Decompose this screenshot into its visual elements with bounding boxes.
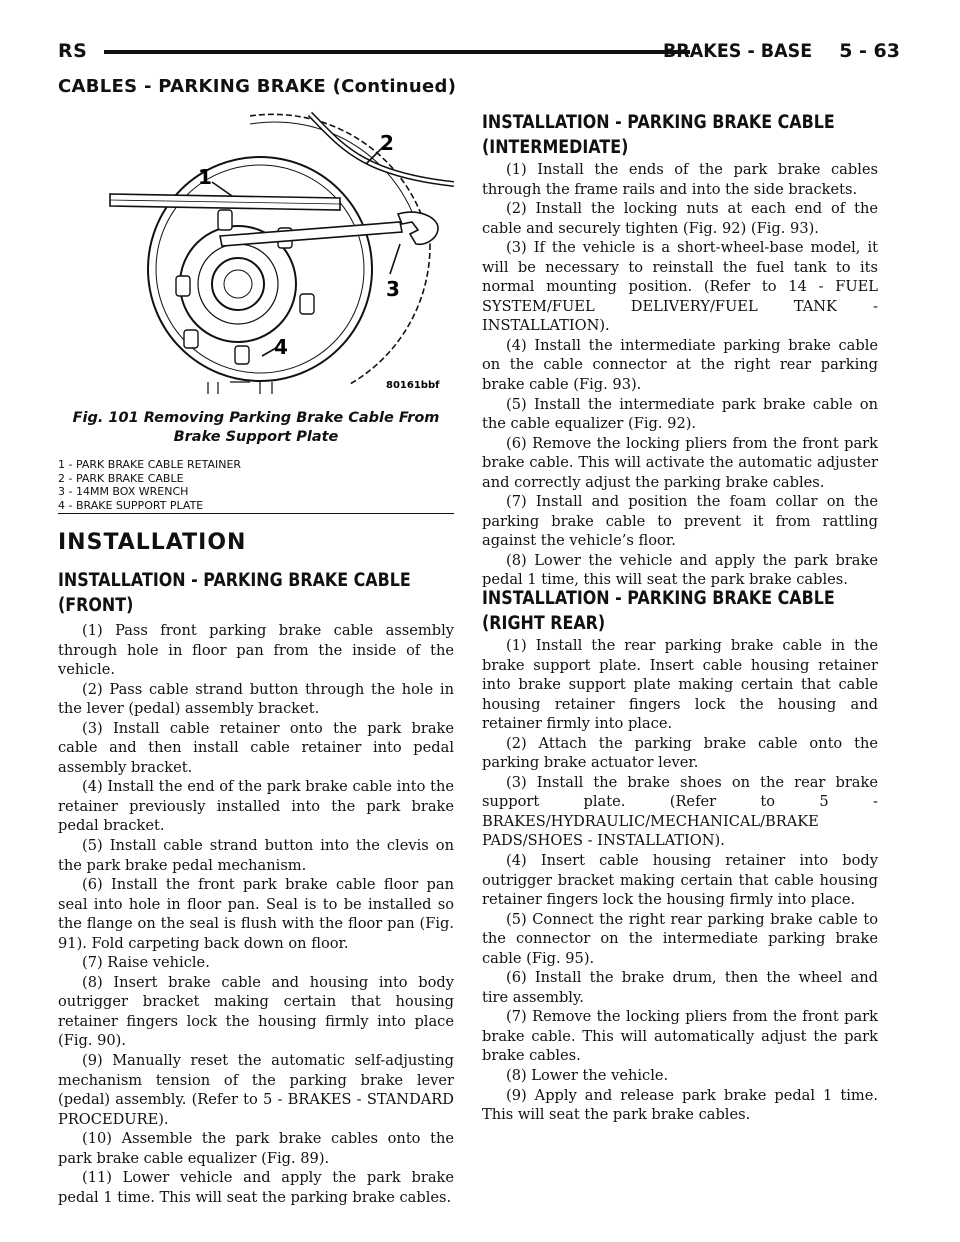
header-section-code: RS xyxy=(58,40,88,62)
step-paragraph: (11) Lower vehicle and apply the park brake pedal 1 time. This will seat the parking brake cables. xyxy=(58,1169,454,1206)
right-rear-steps xyxy=(482,636,878,1125)
step-paragraph: (6) Install the brake drum, then the wheel and tire assembly. xyxy=(482,969,878,1006)
step-paragraph: (5) Install cable strand button into the clevis on the park brake pedal mechanism. xyxy=(58,837,454,874)
step-paragraph: (7) Raise vehicle. xyxy=(82,954,210,972)
installation-heading: INSTALLATION xyxy=(58,530,247,555)
step-paragraph: (6) Install the front park brake cable floor pan seal into hole in floor pan. Seal is to be installed so the flange on the seal is flush with the floor pan (Fig. 91). Fold carpeting back down on floor. xyxy=(58,876,454,952)
step-paragraph: (8) Insert brake cable and housing into body outrigger bracket making certain that housing retainer fingers lock the housing firmly into place (Fig. 90). xyxy=(58,973,454,1050)
callout-4: 4 xyxy=(274,335,288,359)
front-section-heading xyxy=(58,568,411,618)
legend-item: 2 - PARK BRAKE CABLE xyxy=(58,471,184,485)
front-heading-line1: INSTALLATION - PARKING BRAKE CABLE xyxy=(58,570,411,591)
intermediate-heading-line1: INSTALLATION - PARKING BRAKE CABLE xyxy=(482,112,835,133)
step-paragraph: (3) Install cable retainer onto the park brake cable and then install cable retainer into pedal assembly bracket. xyxy=(58,719,454,776)
step-paragraph: (4) Install the end of the park brake cable into the retainer previously installed into the park brake pedal bracket. xyxy=(58,778,454,835)
step-paragraph: (7) Install and position the foam collar on the parking brake cable to prevent it from rattling against the vehicle’s floor. xyxy=(482,493,878,550)
legend-item: 1 - PARK BRAKE CABLE RETAINER xyxy=(58,458,242,471)
brake-support-plate-drawing xyxy=(100,104,454,402)
right-rear-heading-line1: INSTALLATION - PARKING BRAKE CABLE xyxy=(482,588,835,609)
step-paragraph: (2) Attach the parking brake cable onto the parking brake actuator lever. xyxy=(482,734,878,772)
intermediate-steps xyxy=(482,160,878,590)
step-paragraph: (10) Assemble the park brake cables onto the park brake cable equalizer (Fig. 89). xyxy=(58,1130,454,1167)
right-rear-heading-line2: (RIGHT REAR) xyxy=(482,613,606,634)
header-section-title: BRAKES - BASE xyxy=(662,40,812,62)
callout-2: 2 xyxy=(380,131,394,155)
callout-1: 1 xyxy=(198,165,212,189)
header-rule xyxy=(104,50,690,54)
step-paragraph: (9) Manually reset the automatic self-adjusting mechanism tension of the parking brake lever (pedal) assembly. (Refer to 5 - BRAKES - STANDARD PROCEDURE). xyxy=(58,1052,454,1128)
step-paragraph: (3) If the vehicle is a short-wheel-base model, it will be necessary to reinstall the fuel tank to its normal mounting position. (Refer to 14 - FUEL SYSTEM/FUEL DELIVERY/FUEL TANK - INSTALLATION). xyxy=(482,239,878,335)
step-paragraph: (9) Apply and release park brake pedal 1 time. This will seat the park brake cables. xyxy=(482,1086,878,1124)
figure-illustration xyxy=(100,104,454,402)
legend-item: 4 - BRAKE SUPPORT PLATE xyxy=(58,498,204,512)
step-paragraph: (8) Lower the vehicle and apply the park brake pedal 1 time, this will seat the park brake cables. xyxy=(482,551,878,589)
intermediate-section-heading xyxy=(482,110,835,160)
figure-code: 80161bbf xyxy=(386,380,440,391)
legend-item: 3 - 14MM BOX WRENCH xyxy=(58,485,189,498)
step-paragraph: (4) Install the intermediate parking brake cable on the cable connector at the right rear parking brake cable (Fig. 93). xyxy=(482,336,878,394)
step-paragraph: (1) Install the rear parking brake cable in the brake support plate. Insert cable housing retainer into brake support plate making certain that cable housing retainer fingers lock the housing and retainer firmly into place. xyxy=(482,637,878,733)
callout-3: 3 xyxy=(386,277,400,301)
step-paragraph: (1) Pass front parking brake cable assembly through hole in floor pan from the inside of the vehicle. xyxy=(58,622,454,679)
step-paragraph: (3) Install the brake shoes on the rear brake support plate. (Refer to 5 - BRAKES/HYDRAULIC/MECHANICAL/BRAKE PADS/SHOES - INSTALLATION). xyxy=(482,773,878,850)
figure-caption: Fig. 101 Removing Parking Brake Cable From Brake Support Plate xyxy=(72,410,440,445)
step-paragraph: (5) Install the intermediate park brake cable on the cable equalizer (Fig. 92). xyxy=(482,395,878,433)
step-paragraph: (2) Install the locking nuts at each end of the cable and securely tighten (Fig. 92) (Fig. 93). xyxy=(482,200,878,237)
step-paragraph: (6) Remove the locking pliers from the front park brake cable. This will activate the automatic adjuster and correctly adjust the parking brake cables. xyxy=(482,434,878,491)
step-paragraph: (2) Pass cable strand button through the hole in the lever (pedal) assembly bracket. xyxy=(58,680,454,718)
legend-divider xyxy=(58,513,454,514)
continued-title: CABLES - PARKING BRAKE (Continued) xyxy=(58,76,457,97)
right-rear-section-heading xyxy=(482,586,835,636)
intermediate-heading-line2: (INTERMEDIATE) xyxy=(482,137,629,158)
step-paragraph: (5) Connect the right rear parking brake cable to the connector on the intermediate parking brake cable (Fig. 95). xyxy=(482,910,878,967)
page-number: 5 - 63 xyxy=(839,40,900,62)
step-paragraph: (4) Insert cable housing retainer into body outrigger bracket making certain that cable housing retainer fingers lock the housing firmly into place. xyxy=(482,852,878,909)
page-header xyxy=(58,38,902,72)
step-paragraph: (8) Lower the vehicle. xyxy=(506,1067,669,1085)
step-paragraph: (1) Install the ends of the park brake cables through the frame rails and into the side brackets. xyxy=(482,161,878,198)
front-heading-line2: (FRONT) xyxy=(58,595,134,616)
front-steps xyxy=(58,621,454,1207)
step-paragraph: (7) Remove the locking pliers from the front park brake cable. This will automatically adjust the park brake cables. xyxy=(482,1008,878,1065)
figure-legend xyxy=(58,458,454,512)
